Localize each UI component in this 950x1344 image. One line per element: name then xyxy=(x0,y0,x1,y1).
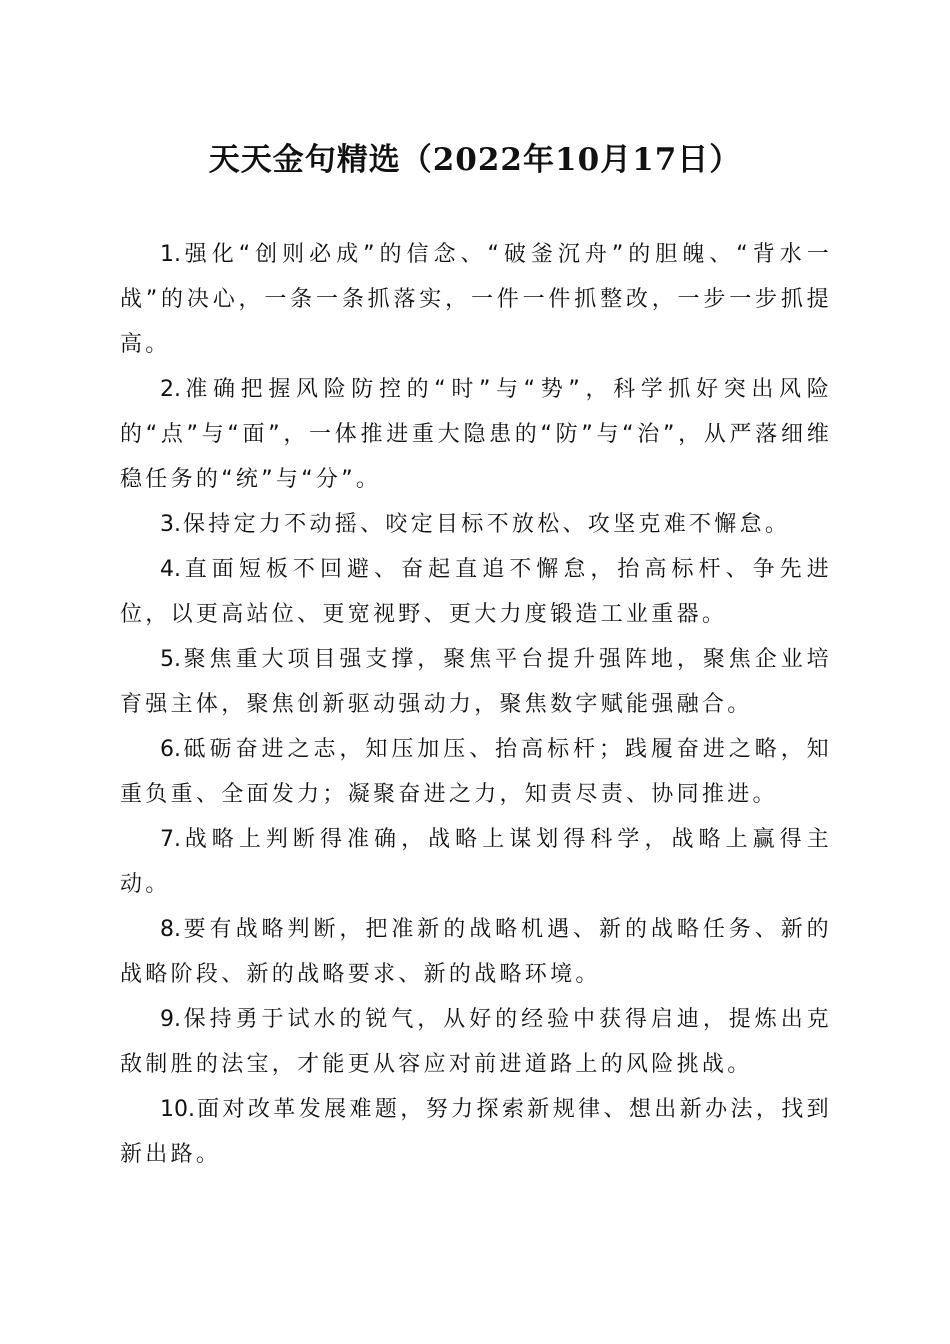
quote-paragraph-5 xyxy=(120,637,832,727)
quote-paragraph-7 xyxy=(120,817,832,907)
quote-paragraph-4 xyxy=(120,547,832,637)
quote-text: 要有战略判断，把准新的战略机遇、新的战略任务、新的战略阶段、新的战略要求、新的战略环境。 xyxy=(120,917,832,987)
quote-text: 砥砺奋进之志，知压加压、抬高标杆；践履奋进之略，知重负重、全面发力；凝聚奋进之力，知责尽责、协同推进。 xyxy=(120,737,832,807)
quote-text: 战略上判断得准确，战略上谋划得科学，战略上赢得主动。 xyxy=(120,827,832,897)
quote-paragraph-8 xyxy=(120,907,832,997)
quote-text: 强化“创则必成”的信念、“破釜沉舟”的胆魄、“背水一战”的决心，一条一条抓落实，一件一件抓整改，一步一步抓提高。 xyxy=(120,242,832,357)
quote-paragraph-10 xyxy=(120,1087,832,1177)
quote-paragraph-6 xyxy=(120,727,832,817)
quote-number: 2. xyxy=(160,377,181,402)
quote-number: 8. xyxy=(160,917,181,942)
quote-text: 保持定力不动摇、咬定目标不放松、攻坚克难不懈怠。 xyxy=(183,512,791,537)
quote-text: 直面短板不回避、奋起直追不懈怠，抬高标杆、争先进位，以更高站位、更宽视野、更大力度锻造工业重器。 xyxy=(120,557,832,627)
quote-number: 4. xyxy=(160,557,181,582)
quote-paragraph-3 xyxy=(120,502,832,547)
quote-paragraph-2 xyxy=(120,367,832,502)
quote-number: 1. xyxy=(160,242,181,267)
quote-text: 保持勇于试水的锐气，从好的经验中获得启迪，提炼出克敌制胜的法宝，才能更从容应对前进道路上的风险挑战。 xyxy=(120,1007,832,1077)
quote-number: 7. xyxy=(160,827,181,852)
quote-paragraph-9 xyxy=(120,997,832,1087)
quote-paragraph-1 xyxy=(120,232,832,367)
document-title: 天天金句精选（2022年10月17日） xyxy=(208,142,742,178)
quote-text: 聚焦重大项目强支撑，聚焦平台提升强阵地，聚焦企业培育强主体，聚焦创新驱动强动力，聚焦数字赋能强融合。 xyxy=(120,647,832,717)
quote-number: 10. xyxy=(160,1097,195,1122)
quote-number: 3. xyxy=(160,512,181,537)
quote-number: 5. xyxy=(160,647,181,672)
document-body xyxy=(120,232,832,1177)
quote-number: 9. xyxy=(160,1007,181,1032)
quote-text: 准确把握风险防控的“时”与“势”，科学抓好突出风险的“点”与“面”，一体推进重大隐患的“防”与“治”，从严落细维稳任务的“统”与“分”。 xyxy=(120,377,832,492)
quote-number: 6. xyxy=(160,737,181,762)
quote-text: 面对改革发展难题，努力探索新规律、想出新办法，找到新出路。 xyxy=(120,1097,832,1167)
